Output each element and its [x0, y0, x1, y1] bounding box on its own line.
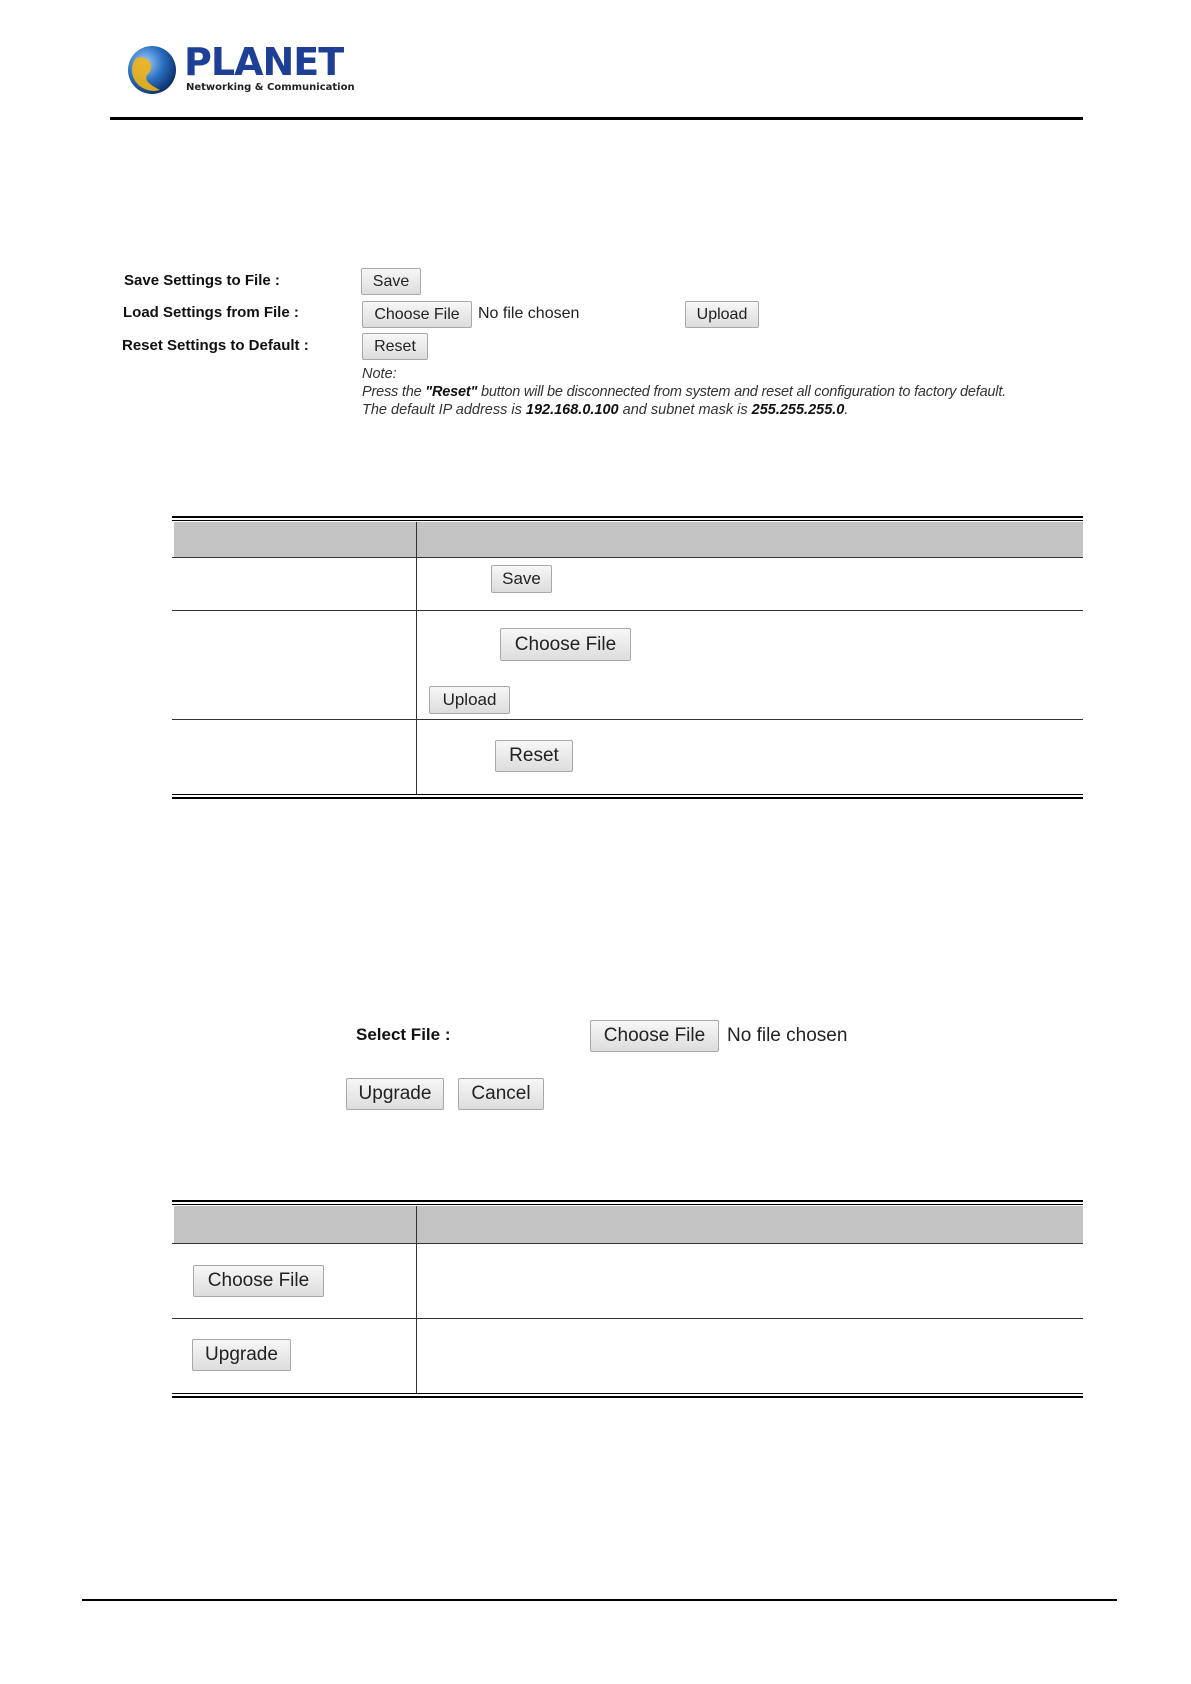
- no-file-chosen-text: No file chosen: [478, 305, 580, 322]
- table-header-bottom-rule: [172, 1243, 1083, 1244]
- save-button[interactable]: Save: [361, 268, 421, 295]
- table-header-row: [174, 1206, 1083, 1243]
- table1-save-button[interactable]: Save: [491, 565, 552, 593]
- note-default-ip-text: The default IP address is 192.168.0.100 and subnet mask is 255.255.255.0.: [362, 402, 849, 418]
- firmware-no-file-chosen-text: No file chosen: [727, 1025, 848, 1046]
- firmware-choose-file-button[interactable]: Choose File: [590, 1020, 719, 1052]
- footer-rule: [82, 1599, 1117, 1601]
- brand-name: PLANET: [184, 40, 344, 84]
- table2-choose-file-button[interactable]: Choose File: [193, 1265, 324, 1297]
- note-reset-text: Press the "Reset" button will be disconnected from system and reset all configuration to factory default.: [362, 384, 1006, 400]
- save-settings-label: Save Settings to File :: [124, 272, 280, 289]
- table1-choose-file-button[interactable]: Choose File: [500, 628, 631, 661]
- table-top-rule-2: [172, 520, 1083, 521]
- table-header-bottom-rule: [172, 557, 1083, 558]
- reset-settings-label: Reset Settings to Default :: [122, 337, 309, 354]
- load-settings-label: Load Settings from File :: [123, 304, 299, 321]
- cancel-button[interactable]: Cancel: [458, 1078, 544, 1110]
- upload-button[interactable]: Upload: [685, 301, 759, 328]
- brand-logo: [126, 42, 356, 98]
- upgrade-button[interactable]: Upgrade: [346, 1078, 444, 1110]
- table-column-divider: [416, 1206, 417, 1394]
- table-top-rule: [172, 516, 1083, 518]
- table-header-row: [174, 522, 1083, 557]
- choose-file-button[interactable]: Choose File: [362, 301, 472, 328]
- table2-upgrade-button[interactable]: Upgrade: [192, 1339, 291, 1371]
- table-bottom-rule-2: [172, 1396, 1083, 1398]
- table-column-divider: [416, 522, 417, 794]
- header-rule: [110, 117, 1083, 120]
- table1-reset-button[interactable]: Reset: [495, 740, 573, 772]
- table-bottom-rule-2: [172, 797, 1083, 799]
- table1-upload-button[interactable]: Upload: [429, 686, 510, 714]
- table-row-rule: [172, 610, 1083, 611]
- table-row-rule: [172, 1318, 1083, 1319]
- table-top-rule: [172, 1200, 1083, 1202]
- brand-tagline: Networking & Communication: [186, 82, 355, 93]
- globe-icon: [126, 44, 178, 96]
- reset-button[interactable]: Reset: [362, 333, 428, 360]
- table-bottom-rule: [172, 794, 1083, 795]
- table-bottom-rule: [172, 1393, 1083, 1394]
- note-title: Note:: [362, 366, 397, 382]
- table-top-rule-2: [172, 1204, 1083, 1205]
- select-file-label: Select File :: [356, 1025, 451, 1044]
- table-row-rule: [172, 719, 1083, 720]
- firmware-description-table: [172, 1200, 1083, 1400]
